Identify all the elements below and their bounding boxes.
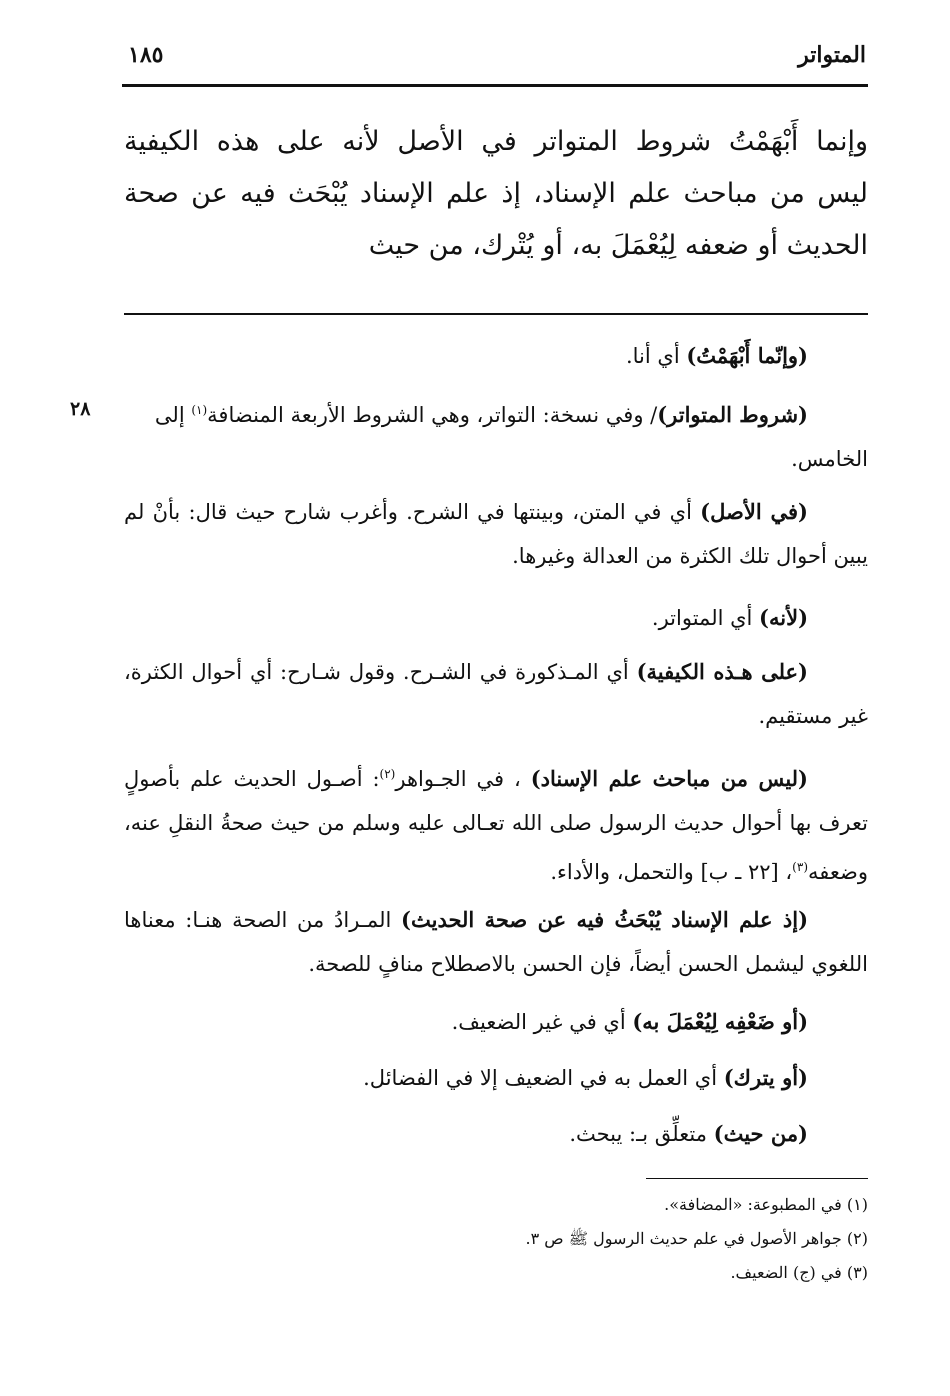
main-text-line: الحديث أو ضعفه لِيُعْمَلَ به، أو يُتْرك، من حيث [368,230,868,261]
text-commentary-divider [124,313,868,315]
lemma: (شروط المتواتر) [657,402,808,427]
commentary-text: ، [٢٢ ـ ب] والتحمل، والأداء. [550,860,793,884]
commentary-paragraph [124,388,868,481]
commentary-text: / وفي نسخة: التواتر، وهي الشروط الأربعة المنضافة [207,403,658,427]
commentary-paragraph [124,650,868,738]
lemma: (على هـذه الكيفية) [636,659,808,684]
commentary-text: أي المـذكورة في الشـرح. وقول شـارح: أي أحوال الكثرة، غير مستقيم. [124,660,868,728]
commentary-paragraph [124,1112,868,1156]
commentary-text: أي العمل به في الضعيف إلا في الفضائل. [363,1066,724,1090]
footnote: (٢) جواهر الأصول في علم حديث الرسول ﷺ ص ٣. [525,1229,868,1248]
commentary-text: ، في الجـواهر [395,767,531,791]
lemma: (في الأصل) [700,499,808,524]
commentary-paragraph [124,1056,868,1100]
commentary-text: المـرادُ من الصحة هنـا: معناها اللغوي ليشمل الحسن أيضاً، فإن الحسن بالاصطلاح منافٍ للصحة. [124,908,868,976]
lemma: (من حيث) [713,1121,808,1146]
lemma: (وإنّما أَبْهَمْتُ) [686,343,808,368]
commentary-text: متعلِّق بـ: يبحث. [569,1122,714,1146]
commentary-paragraph [124,752,868,894]
commentary-text: إلى الخامس. [154,403,868,471]
commentary-text: أي في المتن، وبينتها في الشرح. وأغرب شارح حيث قال: بأنْ لم يبين أحوال تلك الكثرة من العدالة وغيرها. [124,500,868,568]
lemma: (أو ضَعْفِه لِيُعْمَلَ به) [632,1009,808,1034]
commentary-text: أي أنا. [625,344,687,368]
main-text [124,116,868,272]
commentary-text: أي المتواتر. [651,606,760,630]
running-header-title: المتواتر [798,42,866,68]
lemma: (أو يترك) [723,1065,808,1090]
footnote-rule [646,1178,868,1179]
page-number: ١٨٥ [128,42,164,68]
lemma: (ليس من مباحث علم الإسناد) [530,766,808,791]
lemma: (لأنه) [759,605,808,630]
footnote: (٣) في (ج) الضعيف. [730,1263,868,1282]
commentary-text: أي في غير الضعيف. [451,1010,633,1034]
commentary-paragraph [124,898,868,986]
header-rule [122,84,868,87]
commentary-text: : أصـول الحديث علم بأصولٍ تعرف بها أحوال حديث الرسول صلى الله تعـالى عليه وسلم من حيث صحةُ النقلِ عنه، وضعفه [124,767,868,884]
margin-folio-number: ٢٨ [70,398,91,420]
main-text-line: ليس من مباحث علم الإسناد، إذ علم الإسناد يُبْحَث فيه عن صحة [124,178,868,209]
footnote-marker: (٢) [379,767,396,781]
footnote-marker: (٣) [792,860,808,874]
commentary-paragraph [124,490,868,578]
commentary-paragraph [124,596,868,640]
commentary-paragraph [124,1000,868,1044]
main-text-line: وإنما أَبْهَمْتُ شروط المتواتر في الأصل لأنه على هذه الكيفية [124,126,868,157]
lemma: (إذ علم الإسناد يُبْحَثُ فيه عن صحة الحديث) [401,907,809,932]
footnote-marker: (١) [191,403,208,417]
footnote: (١) في المطبوعة: «المضافة». [664,1195,868,1214]
commentary-paragraph [124,334,868,378]
